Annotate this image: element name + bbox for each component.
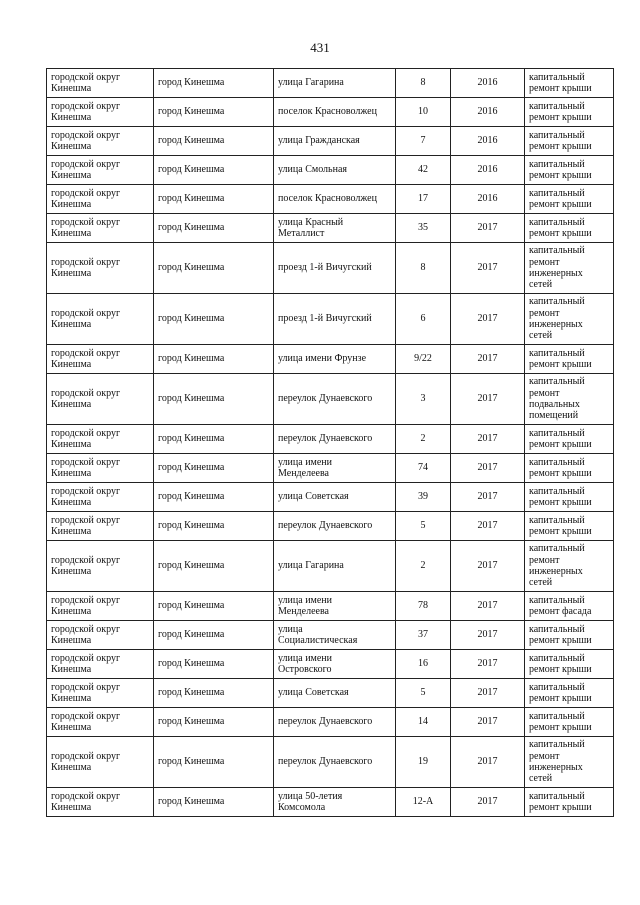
year-cell: 2017 (451, 374, 525, 425)
street-cell: переулок Дунаевского (274, 425, 396, 454)
okrug-cell: городской округ Кинешма (47, 483, 154, 512)
street-cell: поселок Красноволжец (274, 98, 396, 127)
table-row (47, 621, 614, 650)
city-cell: город Кинешма (154, 541, 274, 592)
work-type-cell: капитальный ремонт крыши (525, 69, 614, 98)
housing-repair-table (46, 68, 614, 817)
street-cell: улица Советская (274, 483, 396, 512)
table-row (47, 374, 614, 425)
okrug-cell: городской округ Кинешма (47, 156, 154, 185)
table-row (47, 185, 614, 214)
year-cell: 2017 (451, 592, 525, 621)
table-row (47, 708, 614, 737)
year-cell: 2017 (451, 294, 525, 345)
house-number-cell: 78 (396, 592, 451, 621)
table-row (47, 788, 614, 817)
year-cell: 2017 (451, 621, 525, 650)
okrug-cell: городской округ Кинешма (47, 69, 154, 98)
city-cell: город Кинешма (154, 708, 274, 737)
okrug-cell: городской округ Кинешма (47, 788, 154, 817)
house-number-cell: 3 (396, 374, 451, 425)
house-number-cell: 14 (396, 708, 451, 737)
work-type-cell: капитальный ремонт крыши (525, 127, 614, 156)
okrug-cell: городской округ Кинешма (47, 127, 154, 156)
street-cell: проезд 1-й Вичугский (274, 294, 396, 345)
street-cell: улица имени Менделеева (274, 454, 396, 483)
work-type-cell: капитальный ремонт крыши (525, 185, 614, 214)
work-type-cell: капитальный ремонт крыши (525, 621, 614, 650)
street-cell: переулок Дунаевского (274, 512, 396, 541)
house-number-cell: 10 (396, 98, 451, 127)
okrug-cell: городской округ Кинешма (47, 679, 154, 708)
year-cell: 2017 (451, 541, 525, 592)
city-cell: город Кинешма (154, 737, 274, 788)
house-number-cell: 8 (396, 69, 451, 98)
year-cell: 2016 (451, 156, 525, 185)
work-type-cell: капитальный ремонт крыши (525, 454, 614, 483)
city-cell: город Кинешма (154, 69, 274, 98)
street-cell: переулок Дунаевского (274, 374, 396, 425)
street-cell: улица имени Островского (274, 650, 396, 679)
city-cell: город Кинешма (154, 127, 274, 156)
work-type-cell: капитальный ремонт фасада (525, 592, 614, 621)
city-cell: город Кинешма (154, 214, 274, 243)
work-type-cell: капитальный ремонт крыши (525, 788, 614, 817)
city-cell: город Кинешма (154, 512, 274, 541)
year-cell: 2017 (451, 650, 525, 679)
work-type-cell: капитальный ремонт инженерных сетей (525, 294, 614, 345)
year-cell: 2017 (451, 679, 525, 708)
city-cell: город Кинешма (154, 788, 274, 817)
okrug-cell: городской округ Кинешма (47, 592, 154, 621)
okrug-cell: городской округ Кинешма (47, 650, 154, 679)
work-type-cell: капитальный ремонт крыши (525, 708, 614, 737)
table-row (47, 425, 614, 454)
year-cell: 2017 (451, 345, 525, 374)
work-type-cell: капитальный ремонт крыши (525, 214, 614, 243)
house-number-cell: 5 (396, 679, 451, 708)
year-cell: 2017 (451, 243, 525, 294)
city-cell: город Кинешма (154, 592, 274, 621)
house-number-cell: 2 (396, 425, 451, 454)
house-number-cell: 39 (396, 483, 451, 512)
work-type-cell: капитальный ремонт крыши (525, 425, 614, 454)
year-cell: 2016 (451, 127, 525, 156)
table-row (47, 156, 614, 185)
street-cell: улица Гагарина (274, 541, 396, 592)
house-number-cell: 8 (396, 243, 451, 294)
table-row (47, 483, 614, 512)
okrug-cell: городской округ Кинешма (47, 541, 154, 592)
table-body (47, 69, 614, 817)
year-cell: 2017 (451, 788, 525, 817)
city-cell: город Кинешма (154, 185, 274, 214)
street-cell: улица имени Менделеева (274, 592, 396, 621)
work-type-cell: капитальный ремонт крыши (525, 98, 614, 127)
house-number-cell: 16 (396, 650, 451, 679)
work-type-cell: капитальный ремонт подвальных помещений (525, 374, 614, 425)
year-cell: 2016 (451, 98, 525, 127)
table-row (47, 294, 614, 345)
city-cell: город Кинешма (154, 679, 274, 708)
house-number-cell: 35 (396, 214, 451, 243)
table-row (47, 98, 614, 127)
street-cell: поселок Красноволжец (274, 185, 396, 214)
street-cell: улица Гражданская (274, 127, 396, 156)
table-row (47, 127, 614, 156)
year-cell: 2017 (451, 708, 525, 737)
okrug-cell: городской округ Кинешма (47, 737, 154, 788)
okrug-cell: городской округ Кинешма (47, 294, 154, 345)
okrug-cell: городской округ Кинешма (47, 621, 154, 650)
table-row (47, 650, 614, 679)
table-row (47, 454, 614, 483)
year-cell: 2016 (451, 185, 525, 214)
street-cell: проезд 1-й Вичугский (274, 243, 396, 294)
work-type-cell: капитальный ремонт крыши (525, 345, 614, 374)
street-cell: улица имени Фрунзе (274, 345, 396, 374)
street-cell: переулок Дунаевского (274, 708, 396, 737)
city-cell: город Кинешма (154, 650, 274, 679)
work-type-cell: капитальный ремонт крыши (525, 483, 614, 512)
house-number-cell: 6 (396, 294, 451, 345)
city-cell: город Кинешма (154, 621, 274, 650)
okrug-cell: городской округ Кинешма (47, 708, 154, 737)
house-number-cell: 9/22 (396, 345, 451, 374)
okrug-cell: городской округ Кинешма (47, 374, 154, 425)
city-cell: город Кинешма (154, 345, 274, 374)
city-cell: город Кинешма (154, 98, 274, 127)
house-number-cell: 7 (396, 127, 451, 156)
house-number-cell: 74 (396, 454, 451, 483)
year-cell: 2017 (451, 737, 525, 788)
work-type-cell: капитальный ремонт крыши (525, 156, 614, 185)
work-type-cell: капитальный ремонт инженерных сетей (525, 541, 614, 592)
house-number-cell: 17 (396, 185, 451, 214)
house-number-cell: 37 (396, 621, 451, 650)
street-cell: улица Красный Металлист (274, 214, 396, 243)
table-row (47, 214, 614, 243)
street-cell: улица Смольная (274, 156, 396, 185)
house-number-cell: 5 (396, 512, 451, 541)
city-cell: город Кинешма (154, 243, 274, 294)
year-cell: 2017 (451, 483, 525, 512)
work-type-cell: капитальный ремонт крыши (525, 650, 614, 679)
okrug-cell: городской округ Кинешма (47, 425, 154, 454)
year-cell: 2017 (451, 454, 525, 483)
okrug-cell: городской округ Кинешма (47, 512, 154, 541)
house-number-cell: 12-А (396, 788, 451, 817)
house-number-cell: 2 (396, 541, 451, 592)
okrug-cell: городской округ Кинешма (47, 345, 154, 374)
city-cell: город Кинешма (154, 156, 274, 185)
table-row (47, 512, 614, 541)
year-cell: 2016 (451, 69, 525, 98)
work-type-cell: капитальный ремонт крыши (525, 512, 614, 541)
year-cell: 2017 (451, 425, 525, 454)
page-number: 431 (310, 40, 330, 55)
house-number-cell: 19 (396, 737, 451, 788)
okrug-cell: городской округ Кинешма (47, 454, 154, 483)
street-cell: улица Советская (274, 679, 396, 708)
table-row (47, 69, 614, 98)
street-cell: улица Социалистическая (274, 621, 396, 650)
table-row (47, 592, 614, 621)
street-cell: улица 50-летия Комсомола (274, 788, 396, 817)
year-cell: 2017 (451, 214, 525, 243)
house-number-cell: 42 (396, 156, 451, 185)
city-cell: город Кинешма (154, 425, 274, 454)
table-row (47, 345, 614, 374)
city-cell: город Кинешма (154, 374, 274, 425)
city-cell: город Кинешма (154, 483, 274, 512)
okrug-cell: городской округ Кинешма (47, 214, 154, 243)
work-type-cell: капитальный ремонт инженерных сетей (525, 243, 614, 294)
table-row (47, 679, 614, 708)
table-row (47, 243, 614, 294)
work-type-cell: капитальный ремонт крыши (525, 679, 614, 708)
okrug-cell: городской округ Кинешма (47, 185, 154, 214)
street-cell: переулок Дунаевского (274, 737, 396, 788)
city-cell: город Кинешма (154, 294, 274, 345)
year-cell: 2017 (451, 512, 525, 541)
table-row (47, 737, 614, 788)
city-cell: город Кинешма (154, 454, 274, 483)
street-cell: улица Гагарина (274, 69, 396, 98)
okrug-cell: городской округ Кинешма (47, 98, 154, 127)
table-row (47, 541, 614, 592)
work-type-cell: капитальный ремонт инженерных сетей (525, 737, 614, 788)
okrug-cell: городской округ Кинешма (47, 243, 154, 294)
